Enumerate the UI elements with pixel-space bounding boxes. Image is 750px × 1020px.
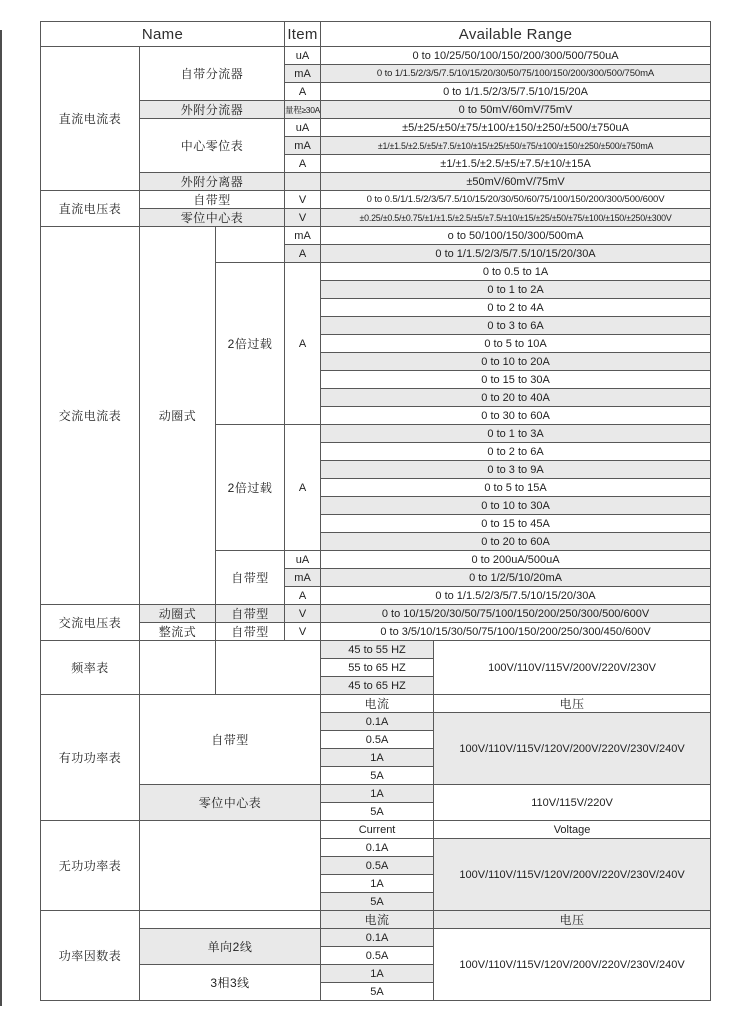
- range-cell: 0 to 5 to 10A: [321, 335, 711, 353]
- voltage-cell: 100V/110V/115V/200V/220V/230V: [434, 641, 711, 695]
- item-cell: 量程≥30A: [285, 101, 321, 119]
- label-rectifier-type: 整流式: [140, 623, 216, 641]
- table-row: [41, 191, 711, 209]
- label-builtin-type: 自带型: [216, 605, 285, 623]
- current-cell: 5A: [321, 767, 434, 785]
- blank-cell: [140, 821, 321, 911]
- label-external-shunt: 外附分流器: [140, 101, 285, 119]
- voltage-cell: 110V/115V/220V: [434, 785, 711, 821]
- current-cell: 0.5A: [321, 857, 434, 875]
- range-cell: 45 to 55 HZ: [321, 641, 434, 659]
- range-cell: ±5/±25/±50/±75/±100/±150/±250/±500/±750uA: [321, 119, 711, 137]
- range-cell: 0 to 10/25/50/100/150/200/300/500/750uA: [321, 47, 711, 65]
- blank-cell: [140, 911, 321, 929]
- current-cell: 0.1A: [321, 713, 434, 731]
- label-builtin-type: 自带型: [140, 191, 285, 209]
- range-cell: 0 to 10 to 20A: [321, 353, 711, 371]
- label-2x-overload: 2倍过载: [216, 263, 285, 425]
- current-cell: 1A: [321, 785, 434, 803]
- current-cell: 0.1A: [321, 839, 434, 857]
- current-header-cell: Current: [321, 821, 434, 839]
- table-row: [41, 785, 711, 803]
- range-cell: ±1/±1.5/±2.5/±5/±7.5/±10/±15A: [321, 155, 711, 173]
- current-cell: 5A: [321, 983, 434, 1001]
- voltage-header-cell: 电压: [434, 911, 711, 929]
- current-cell: 5A: [321, 893, 434, 911]
- range-cell: 0 to 10/15/20/30/50/75/100/150/200/250/300/500/600V: [321, 605, 711, 623]
- label-moving-coil-type: 动圈式: [140, 605, 216, 623]
- table-row: [41, 227, 711, 245]
- blank-cell: [216, 227, 285, 263]
- item-cell: A: [285, 263, 321, 425]
- voltage-cell: 100V/110V/115V/120V/200V/220V/230V/240V: [434, 839, 711, 911]
- label-builtin-type: 自带型: [216, 551, 285, 605]
- label-single-phase-2-wire: 单向2线: [140, 929, 321, 965]
- label-ac-ammeter: 交流电流表: [41, 227, 140, 605]
- current-cell: 1A: [321, 965, 434, 983]
- voltage-header-cell: Voltage: [434, 821, 711, 839]
- current-cell: 5A: [321, 803, 434, 821]
- item-cell: mA: [285, 569, 321, 587]
- table-row: [41, 911, 711, 929]
- range-cell: ±0.25/±0.5/±0.75/±1/±1.5/±2.5/±5/±7.5/±10/±15/±25/±50/±75/±100/±150/±250/±300V: [321, 209, 711, 227]
- range-cell: 0 to 30 to 60A: [321, 407, 711, 425]
- range-cell: 0 to 1 to 3A: [321, 425, 711, 443]
- table-row: [41, 209, 711, 227]
- item-cell: V: [285, 623, 321, 641]
- label-2x-overload: 2倍过载: [216, 425, 285, 551]
- label-builtin-type: 自带型: [216, 623, 285, 641]
- label-moving-coil-type: 动圈式: [140, 227, 216, 605]
- label-frequency-meter: 频率表: [41, 641, 140, 695]
- table-row: [41, 641, 711, 659]
- current-cell: 0.1A: [321, 929, 434, 947]
- item-cell: uA: [285, 551, 321, 569]
- range-cell: 0 to 15 to 45A: [321, 515, 711, 533]
- table-row: [41, 173, 711, 191]
- label-active-power-meter: 有功功率表: [41, 695, 140, 821]
- table-row: [41, 605, 711, 623]
- blank-cell: [216, 641, 321, 695]
- range-cell: 0 to 3 to 9A: [321, 461, 711, 479]
- voltage-cell: 100V/110V/115V/120V/200V/220V/230V/240V: [434, 929, 711, 1001]
- item-cell: A: [285, 587, 321, 605]
- table-row: [41, 47, 711, 65]
- spec-table-container: [40, 21, 711, 1001]
- range-cell: 0 to 1/1.5/2/3/5/7.5/10/15/20/30/50/75/100/150/200/300/500/750mA: [321, 65, 711, 83]
- table-row: [41, 101, 711, 119]
- range-cell: 0 to 50mV/60mV/75mV: [321, 101, 711, 119]
- range-cell: 0 to 3 to 6A: [321, 317, 711, 335]
- table-row: [41, 623, 711, 641]
- header-item: Item: [285, 22, 321, 47]
- table-row: [41, 119, 711, 137]
- current-cell: 1A: [321, 875, 434, 893]
- label-builtin-shunt: 自带分流器: [140, 47, 285, 101]
- item-cell: uA: [285, 47, 321, 65]
- range-cell: 0 to 1/1.5/2/3/5/7.5/10/15/20/30A: [321, 587, 711, 605]
- current-header-cell: 电流: [321, 695, 434, 713]
- range-cell: 0 to 20 to 40A: [321, 389, 711, 407]
- range-cell: 0 to 15 to 30A: [321, 371, 711, 389]
- range-cell: 0 to 200uA/500uA: [321, 551, 711, 569]
- blank-cell: [140, 641, 216, 695]
- label-center-zero-meter: 中心零位表: [140, 119, 285, 173]
- label-3-phase-3-wire: 3相3线: [140, 965, 321, 1001]
- range-cell: 0 to 20 to 60A: [321, 533, 711, 551]
- table-row: [41, 695, 711, 713]
- label-power-factor-meter: 功率因数表: [41, 911, 140, 1001]
- header-available-range: Available Range: [321, 22, 711, 47]
- item-cell: V: [285, 191, 321, 209]
- item-cell: mA: [285, 137, 321, 155]
- left-edge-artifact: [0, 30, 2, 1006]
- label-zero-center-meter: 零位中心表: [140, 209, 285, 227]
- range-cell: 55 to 65 HZ: [321, 659, 434, 677]
- range-cell: 0 to 2 to 4A: [321, 299, 711, 317]
- range-cell: ±50mV/60mV/75mV: [321, 173, 711, 191]
- range-cell: 0 to 5 to 15A: [321, 479, 711, 497]
- label-dc-ammeter: 直流电流表: [41, 47, 140, 191]
- label-reactive-power-meter: 无功功率表: [41, 821, 140, 911]
- item-cell: A: [285, 245, 321, 263]
- label-ac-voltmeter: 交流电压表: [41, 605, 140, 641]
- range-cell: 0 to 0.5 to 1A: [321, 263, 711, 281]
- label-dc-voltmeter: 直流电压表: [41, 191, 140, 227]
- label-zero-center-meter: 零位中心表: [140, 785, 321, 821]
- item-cell: mA: [285, 227, 321, 245]
- current-cell: 0.5A: [321, 731, 434, 749]
- item-cell: A: [285, 155, 321, 173]
- label-builtin-type: 自带型: [140, 695, 321, 785]
- current-cell: 0.5A: [321, 947, 434, 965]
- range-cell: 0 to 1 to 2A: [321, 281, 711, 299]
- item-cell: uA: [285, 119, 321, 137]
- range-cell: 0 to 2 to 6A: [321, 443, 711, 461]
- voltage-header-cell: 电压: [434, 695, 711, 713]
- range-cell: 0 to 10 to 30A: [321, 497, 711, 515]
- range-cell: 0 to 1/1.5/2/3/5/7.5/10/15/20/30A: [321, 245, 711, 263]
- current-header-cell: 电流: [321, 911, 434, 929]
- meter-spec-table: [40, 21, 711, 1001]
- table-row: [41, 929, 711, 947]
- range-cell: 0 to 1/2/5/10/20mA: [321, 569, 711, 587]
- label-external-divider: 外附分离器: [140, 173, 285, 191]
- item-cell: V: [285, 605, 321, 623]
- table-row: [41, 821, 711, 839]
- range-cell: 0 to 0.5/1/1.5/2/3/5/7.5/10/15/20/30/50/60/75/100/150/200/300/500/600V: [321, 191, 711, 209]
- range-cell: o to 50/100/150/300/500mA: [321, 227, 711, 245]
- range-cell: ±1/±1.5/±2.5/±5/±7.5/±10/±15/±25/±50/±75/±100/±150/±250/±500/±750mA: [321, 137, 711, 155]
- header-name: Name: [41, 22, 285, 47]
- item-cell: mA: [285, 65, 321, 83]
- range-cell: 0 to 3/5/10/15/30/50/75/100/150/200/250/300/450/600V: [321, 623, 711, 641]
- current-cell: 1A: [321, 749, 434, 767]
- range-cell: 45 to 65 HZ: [321, 677, 434, 695]
- range-cell: 0 to 1/1.5/2/3/5/7.5/10/15/20A: [321, 83, 711, 101]
- item-cell: V: [285, 209, 321, 227]
- item-cell: A: [285, 83, 321, 101]
- item-cell: [285, 173, 321, 191]
- item-cell: A: [285, 425, 321, 551]
- voltage-cell: 100V/110V/115V/120V/200V/220V/230V/240V: [434, 713, 711, 785]
